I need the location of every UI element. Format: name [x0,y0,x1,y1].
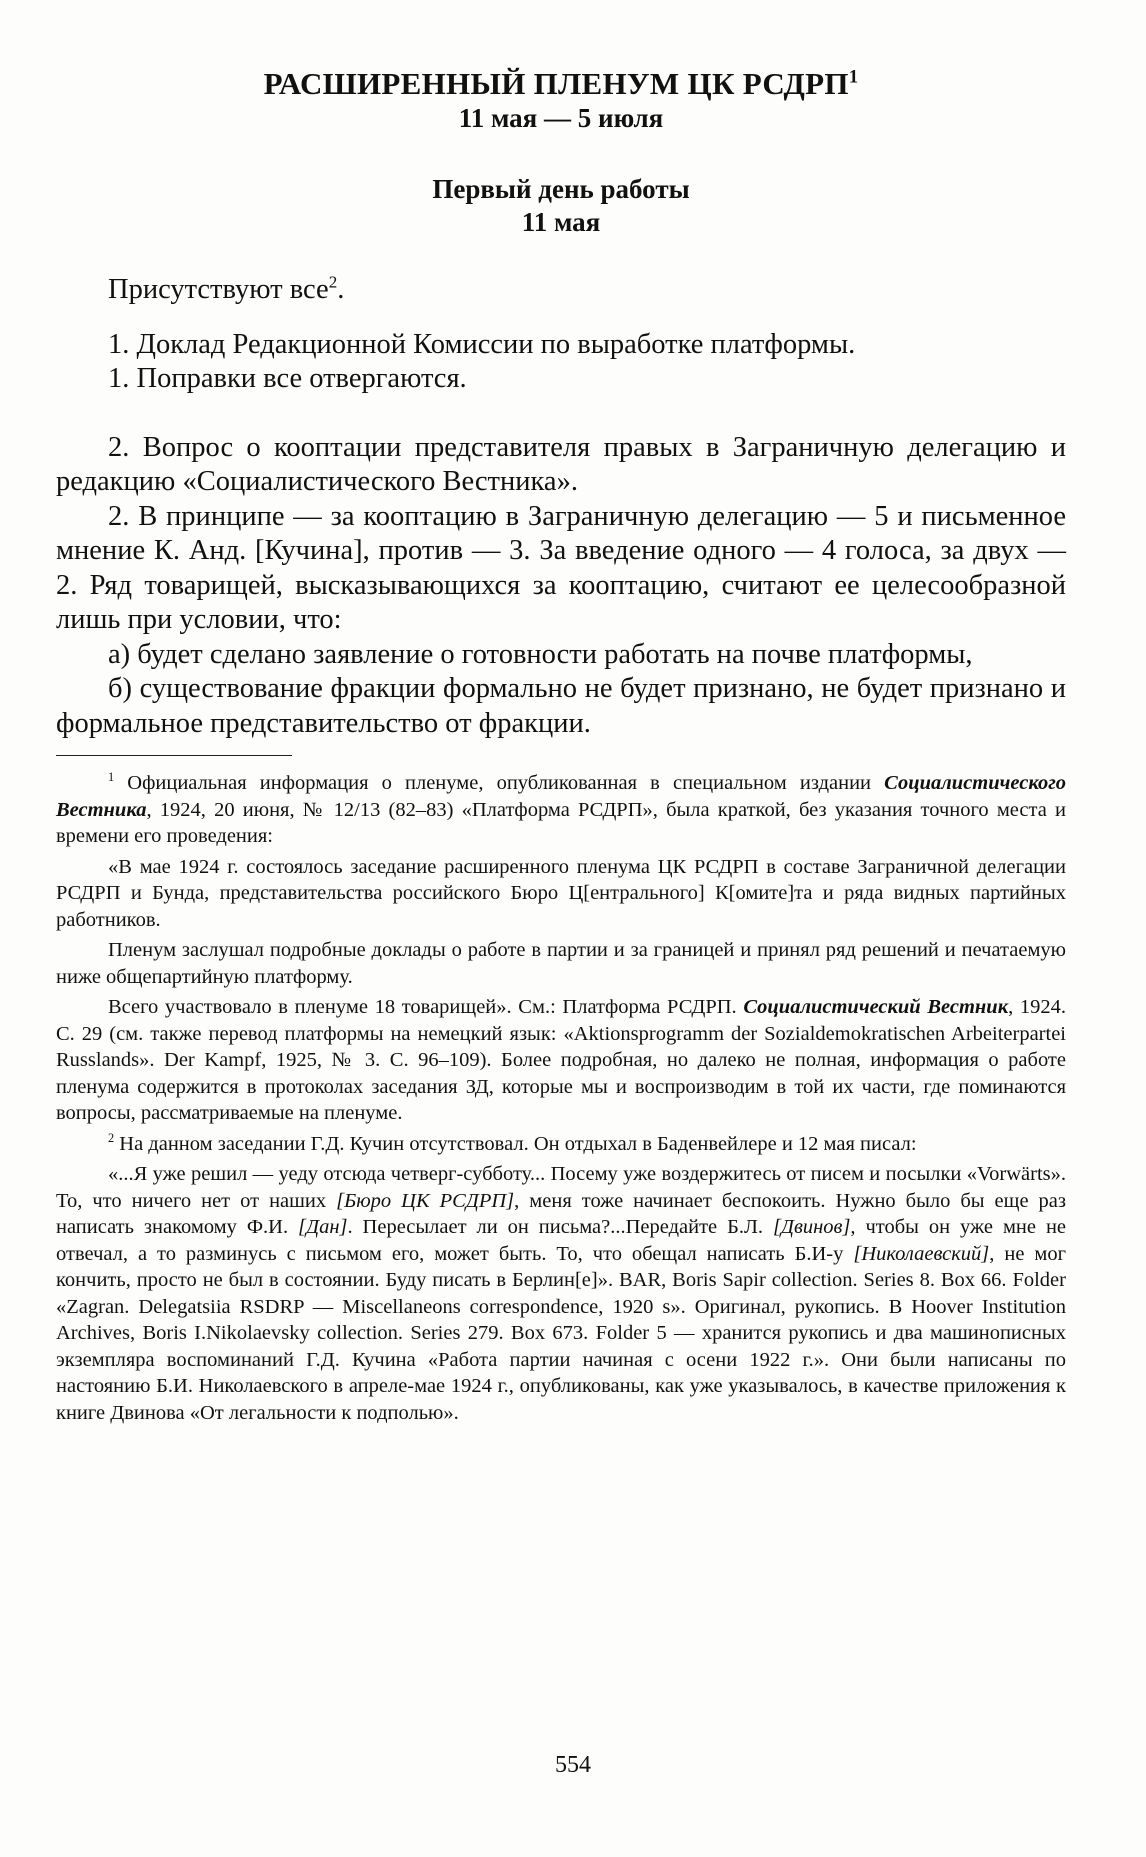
agenda-item-2: 2. Вопрос о кооптации представителя правых в Заграничную делегацию и редакцию «Социалистического Вестника». [56,431,1066,497]
footnote-ref-2: 2 [328,272,338,292]
footnote-1-quote-1: «В мае 1924 г. состоялось заседание расширенного пленума ЦК РСДРП в составе Заграничной делегации РСДРП и Бунда, представительства российского Бюро Ц[ентрального] К[омите]та и ряда видных партийных работников. [56,855,1066,931]
footnote-1-quote-2: Пленум заслушал подробные доклады о работе в партии и за границей и принял ряд решений и печатаемую ниже общепартийную платформу. [56,939,1066,988]
page-title: РАСШИРЕННЫЙ ПЛЕНУМ ЦК РСДРП$^1$ [263,66,859,101]
condition-b: б) существование фракции формально не будет признано, не будет признано и формальное представительство от фракции. [56,673,1066,739]
present-line: Присутствуют все$^2$. [108,272,345,305]
day-date: 11 мая [521,207,601,237]
footnote-2: $^2$ На данном заседании Г.Д. Кучин отсутствовал. Он отдыхал в Баденвейлере и 12 мая писал: [108,1130,917,1155]
footnote-ref-1: 1 [848,66,859,88]
footnote-1: $^1$ Официальная информация о пленуме, опубликованная в специальном издании Социалистического Вестника, 1924, 20 июня, № 12/13 (82–83) «Платформа РСДРП», была краткой, без указания точного места и времени его проведения: [56,770,1067,847]
agenda-result-2: 2. В принципе — за кооптацию в Заграничную делегацию — 5 и письменное мнение К. Анд. [Кучина], против — 3. За введение одного — 4 голоса, за двух — 2. Ряд товарищей, высказывающихся за кооптацию, считают ее целесообразной лишь при условии, что: [56,500,1066,635]
footnote-1-quote-3: Всего участвовало в пленуме 18 товарищей». См.: Платформа РСДРП. Социалистический Вестник, 1924. С. 29 (см. также перевод платформы на немецкий язык: «Aktionsprogramm der Sozialdemokratischen Arbeiterpartei Russlands». Der Kampf, 1925, № 3. С. 96–109). Более подробная, но далеко не полная, информация о работе пленума содержится в протоколах заседания ЗД, которые мы и воспроизводим в той их части, где поминаются вопросы, рассматриваемые на пленуме. [56,996,1067,1124]
agenda-item-1: 1. Доклад Редакционной Комиссии по выработке платформы. [108,328,856,360]
date-range: 11 мая — 5 июля [458,103,664,133]
condition-a: а) будет сделано заявление о готовности работать на почве платформы, [108,638,973,670]
footnote-divider [56,755,292,756]
agenda-result-1: 1. Поправки все отвергаются. [108,363,467,394]
page-number: 554 [555,1752,591,1778]
footnote-2-quote: «...Я уже решил — уеду отсюда четверг-субботу... Посему уже воздержитесь от писем и посылки «Vorwärts». То, что ничего нет от наших [Бюро ЦК РСДРП], меня тоже начинает беспокоить. Нужно было бы еще раз написать знакомому Ф.И. [Дан]. Пересылает ли он письма?...Передайте Б.Л. [Двинов], чтобы он уже мне не отвечал, а то разминусь с письмом его, может быть. То, что обещал написать Б.И-у [Николаевский], не мог кончить, просто не был в состоянии. Буду писать в Берлин[е]». BAR, Boris Sapir collection. Series 8. Box 66. Folder «Zagran. Delegatsiia RSDRP — Miscellaneons correspondence, 1920 s». Оригинал, рукопись. В Hoover Institution Archives, Boris I.Nikolaevsky collection. Series 279. Box 673. Folder 5 — хранится рукопись и два машинописных экземпляра воспоминаний Г.Д. Кучина «Работа партии начиная с осени 1922 г.». Они были написаны по настоянию Б.И. Николаевского в апреле-мае 1924 г., опубликованы, как уже указывалось, в качестве приложения к книге Двинова «От легальности к подполью». [56,1163,1067,1424]
day-heading: Первый день работы [432,174,690,204]
